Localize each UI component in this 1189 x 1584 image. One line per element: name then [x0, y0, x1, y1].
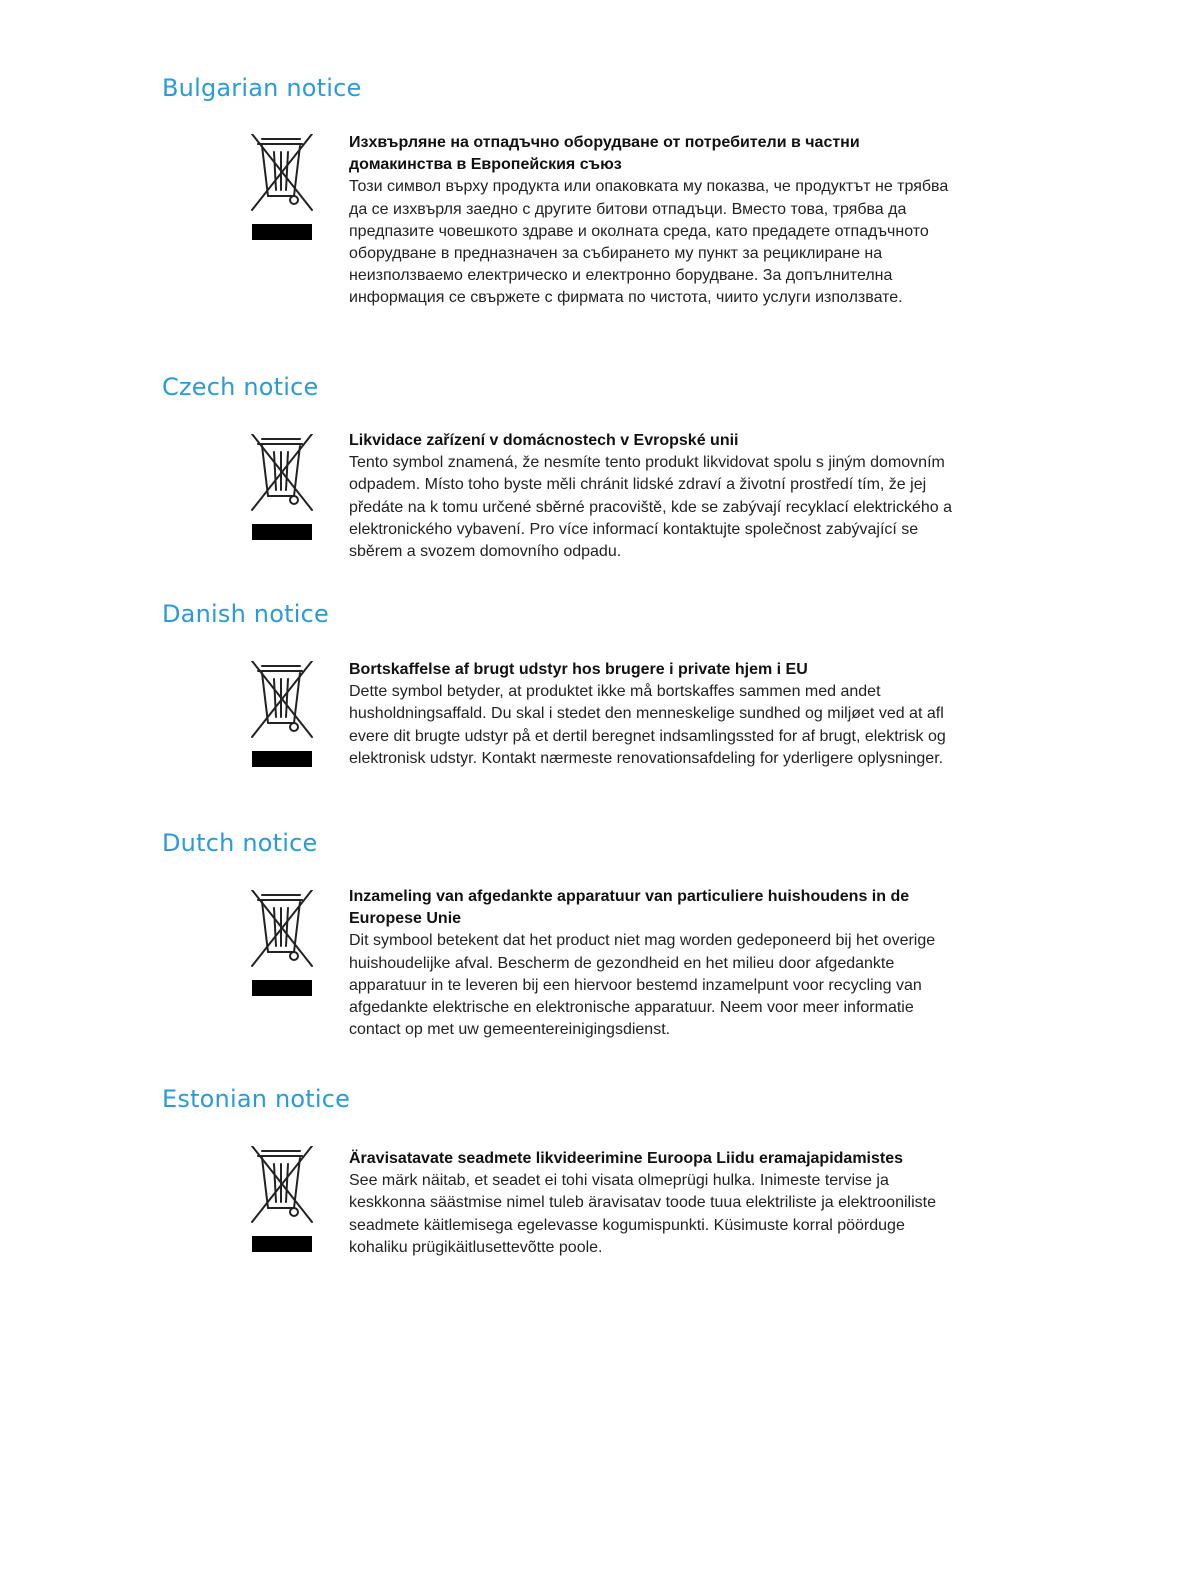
- weee-symbol: [248, 434, 316, 542]
- notice-heading-danish: Danish notice: [162, 600, 329, 628]
- notice-text: See märk näitab, et seadet ei tohi visata olmeprügi hulka. Inimeste tervise ja keskkonna säästmise nimel tuleb äravisatav toode tuua elektriliste ja elektrooniliste seadmete käitlemisega egelevasse kogumispunkti. Küsimuste korral pöörduge kohaliku prügikäitlusettevõtte poole.: [349, 1172, 936, 1256]
- weee-symbol: [248, 661, 316, 769]
- weee-symbol: [248, 1146, 316, 1254]
- notice-body-czech: [349, 430, 959, 563]
- notice-text: Dit symbool betekent dat het product niet mag worden gedeponeerd bij het overige huishoudelijke afval. Bescherm de gezondheid en het milieu door afgedankte apparatuur in te leveren bij een hiervoor bestemd inzamelpunt voor recycling van afgedankte elektrische en elektronische apparatuur. Neem voor meer informatie contact op met uw gemeentereinigingsdienst.: [349, 932, 936, 1039]
- notice-heading-bulgarian: Bulgarian notice: [162, 74, 362, 102]
- notice-text: Tento symbol znamená, že nesmíte tento produkt likvidovat spolu s jiným domovním odpadem. Místo toho byste měli chránit lidské zdraví a životní prostředí tím, že jej předáte na k tomu určené sběrné pracoviště, kde se zabývají recyklací elektrického a elektronického vybavení. Pro více informací kontaktujte společnost zabývající se sběrem a svozem domovního odpadu.: [349, 454, 952, 561]
- notice-title: Äravisatavate seadmete likvideerimine Euroopa Liidu eramajapidamistes: [349, 1150, 904, 1167]
- notice-text: Този символ върху продукта или опаковката му показва, че продуктът не трябва да се изхвърля заедно с другите битови отпадъци. Вместо това, трябва да предпазите човешкото здраве и околната среда, като предадете отпадъчното оборудване в предназначен за събирането му пункт за рециклиране на неизползваемо електрическо и електронно борудване. За допълнителна информация се свържете с фирмата по чистота, чиито услуги използвате.: [349, 178, 949, 307]
- notice-body-danish: [349, 659, 959, 770]
- notice-body-estonian: [349, 1148, 959, 1259]
- notice-heading-czech: Czech notice: [162, 373, 319, 401]
- weee-symbol: [248, 134, 316, 242]
- crossed-out-wheelie-bin-icon: [248, 134, 316, 242]
- crossed-out-wheelie-bin-icon: [248, 890, 316, 998]
- weee-symbol: [248, 890, 316, 998]
- crossed-out-wheelie-bin-icon: [248, 661, 316, 769]
- notice-text: Dette symbol betyder, at produktet ikke må bortskaffes sammen med andet husholdningsaffald. Du skal i stedet den menneskelige sundhed og miljøet ved at afl evere dit brugte udstyr på et dertil beregnet indsamlingssted for af brugt, elektrisk og elektronisk udstyr. Kontakt nærmeste renovationsafdeling for yderligere oplysninger.: [349, 683, 946, 767]
- notice-heading-estonian: Estonian notice: [162, 1085, 351, 1113]
- notice-title: Bortskaffelse af brugt udstyr hos brugere i private hjem i EU: [349, 661, 808, 678]
- notice-title: Likvidace zařízení v domácnostech v Evropské unii: [349, 432, 739, 449]
- notice-title: Inzameling van afgedankte apparatuur van particuliere huishoudens in de Europese Unie: [349, 888, 910, 928]
- notice-body-dutch: [349, 886, 959, 1041]
- notice-heading-dutch: Dutch notice: [162, 829, 318, 857]
- notice-title: Изхвърляне на отпадъчно оборудване от потребители в частни домакинства в Европейския съюз: [349, 134, 860, 174]
- notice-body-bulgarian: [349, 132, 959, 310]
- crossed-out-wheelie-bin-icon: [248, 1146, 316, 1254]
- crossed-out-wheelie-bin-icon: [248, 434, 316, 542]
